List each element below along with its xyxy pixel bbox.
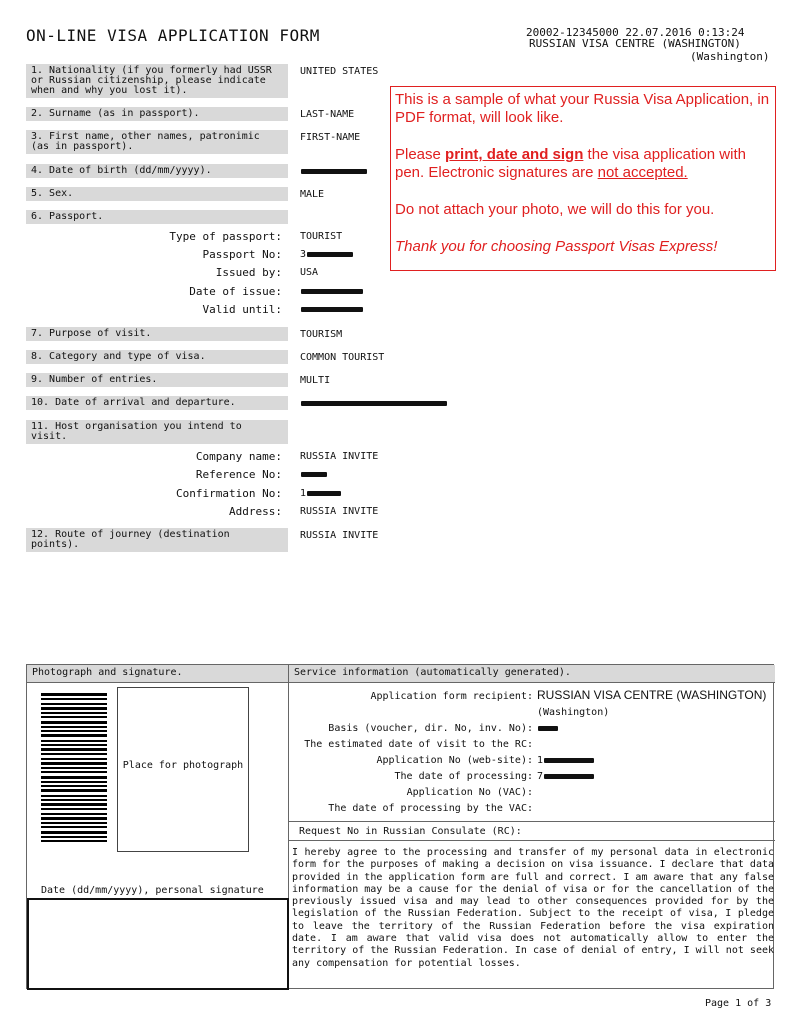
barcode-bar	[41, 789, 107, 792]
application-no-prefix: 1	[537, 755, 544, 766]
basis-value-redacted	[537, 723, 558, 734]
passport-type-label: Type of passport:	[169, 230, 282, 243]
host-confirmation-label: Confirmation No:	[176, 487, 282, 500]
host-company-value: RUSSIA INVITE	[300, 451, 379, 462]
declaration-text: I hereby agree to the processing and transfer of my personal data in electronic form for the purposes of making a decision on visa issuance. I declare that data provided in the application form are full and correct. I am aware that any false information may be a cause for the denial of visa or for the cancellation of the previously issued visa and may lead to other consequences provided for by the legislation of the Russian Federation. Subject to the receipt of visa, I pledge to leave the territory of the Russian Federation before the visa expiration date. I am aware that valid visa does not automatically allow to enter the territory of the Russian Federation. In case of denial of entry, I will not seek any compensation for potential losses.	[292, 847, 774, 969]
passport-issued-label: Issued by:	[215, 266, 282, 279]
barcode-bar	[41, 781, 107, 783]
barcode-bar	[41, 799, 107, 801]
q1-label: 1. Nationality (if you formerly had USSR or Russian citizenship, please indicate when and why you lost it).	[26, 64, 288, 98]
passport-valid-label: Valid until:	[202, 303, 282, 316]
barcode-bar	[41, 836, 107, 838]
rc-request-label: Request No in Russian Consulate (RC):	[299, 826, 522, 837]
q7-label: 7. Purpose of visit.	[26, 327, 288, 341]
vac-processing-date-label: The date of processing by the VAC:	[328, 803, 533, 814]
q3-answer: FIRST-NAME	[300, 132, 361, 143]
passport-date-issue-redacted	[300, 286, 363, 297]
barcode-bar	[41, 822, 107, 824]
host-reference-label: Reference No:	[195, 468, 282, 481]
application-no-label: Application No (web-site):	[376, 755, 533, 766]
passport-no-label: Passport No:	[202, 248, 282, 261]
barcode-bar	[41, 703, 107, 705]
q9-answer: MULTI	[300, 375, 331, 386]
notice-line-1: This is a sample of what your Russia Visa Application, in PDF format, will look like.	[395, 91, 770, 126]
barcode-bar	[41, 767, 107, 769]
notice-line-4: Thank you for choosing Passport Visas Express!	[395, 238, 718, 255]
q2-answer: LAST-NAME	[300, 109, 355, 120]
barcode	[41, 693, 107, 843]
passport-no-value	[300, 249, 353, 260]
q4-label: 4. Date of birth (dd/mm/yyyy).	[26, 164, 288, 178]
host-address-value: RUSSIA INVITE	[300, 506, 379, 517]
q1-answer: UNITED STATES	[300, 66, 379, 77]
service-info-header: Service information (automatically generated).	[289, 665, 775, 683]
passport-no-prefix: 3	[300, 249, 307, 260]
notice-line-2-mid: the visa application with pen. Electronic signatures are	[395, 146, 746, 181]
q7-answer: TOURISM	[300, 329, 343, 340]
q10-answer-redacted	[300, 398, 447, 409]
barcode-bar	[41, 776, 107, 779]
barcode-bar	[41, 740, 107, 742]
processing-date-label: The date of processing:	[394, 771, 533, 782]
barcode-bar	[41, 808, 107, 810]
sample-notice-box	[390, 86, 776, 271]
signature-box[interactable]	[27, 898, 289, 990]
q8-answer: COMMON TOURIST	[300, 352, 385, 363]
q3-label: 3. First name, other names, patronimic (as in passport).	[26, 130, 288, 154]
processing-date-value	[537, 771, 594, 782]
q12-label: 12. Route of journey (destination points).	[26, 528, 288, 552]
photo-signature-header: Photograph and signature.	[27, 665, 289, 683]
basis-label: Basis (voucher, dir. No, inv. No):	[328, 723, 533, 734]
barcode-bar	[41, 771, 107, 773]
q10-label: 10. Date of arrival and departure.	[26, 396, 288, 410]
barcode-bar	[41, 840, 107, 842]
barcode-bar	[41, 826, 107, 828]
processing-date-prefix: 7	[537, 771, 544, 782]
notice-line-3: Do not attach your photo, we will do this for you.	[395, 201, 715, 218]
passport-date-issue-label: Date of issue:	[189, 285, 282, 298]
host-address-label: Address:	[229, 505, 282, 518]
barcode-bar	[41, 762, 107, 765]
barcode-bar	[41, 734, 107, 737]
notice-line-2-end: accepted.	[618, 164, 688, 181]
barcode-bar	[41, 707, 107, 710]
rc-request-row	[289, 821, 775, 841]
q6-label: 6. Passport.	[26, 210, 288, 224]
form-title: ON-LINE VISA APPLICATION FORM	[26, 26, 320, 45]
barcode-bar	[41, 698, 107, 700]
notice-line-2-pre: Please	[395, 146, 446, 163]
recipient-label: Application form recipient:	[370, 691, 533, 702]
page-number: Page 1 of 3	[705, 998, 772, 1009]
barcode-bar	[41, 813, 107, 815]
recipient-city: (Washington)	[537, 707, 610, 718]
host-reference-redacted	[300, 469, 327, 480]
q12-answer: RUSSIA INVITE	[300, 530, 379, 541]
q2-label: 2. Surname (as in passport).	[26, 107, 288, 121]
date-signature-label: Date (dd/mm/yyyy), personal signature	[41, 885, 264, 896]
barcode-bar	[41, 831, 107, 834]
passport-valid-redacted	[300, 304, 363, 315]
barcode-bar	[41, 817, 107, 820]
q5-label: 5. Sex.	[26, 187, 288, 201]
barcode-bar	[41, 712, 107, 714]
photo-placeholder-box	[117, 687, 249, 852]
vac-application-no-label: Application No (VAC):	[406, 787, 533, 798]
estimated-date-label: The estimated date of visit to the RC:	[304, 739, 533, 750]
barcode-bar	[41, 785, 107, 787]
notice-line-2-not: not	[597, 164, 619, 181]
passport-issued-value: USA	[300, 267, 319, 278]
visa-centre-name: RUSSIAN VISA CENTRE (WASHINGTON)	[529, 37, 741, 50]
barcode-bar	[41, 795, 107, 797]
q8-label: 8. Category and type of visa.	[26, 350, 288, 364]
barcode-bar	[41, 693, 107, 696]
host-confirmation-value	[300, 488, 341, 499]
photo-placeholder-text: Place for photograph	[122, 760, 244, 771]
notice-line-2	[395, 146, 771, 182]
q5-answer: MALE	[300, 189, 325, 200]
application-no-value	[537, 755, 594, 766]
notice-line-2-bold: print, date and sign	[445, 146, 584, 163]
barcode-bar	[41, 758, 107, 760]
service-section	[26, 664, 774, 989]
barcode-bar	[41, 753, 107, 755]
barcode-bar	[41, 803, 107, 806]
recipient-value: RUSSIAN VISA CENTRE (WASHINGTON)	[537, 688, 767, 702]
host-company-label: Company name:	[195, 450, 282, 463]
barcode-bar	[41, 716, 107, 718]
q11-label: 11. Host organisation you intend to visit.	[26, 420, 288, 444]
barcode-bar	[41, 748, 107, 751]
q9-label: 9. Number of entries.	[26, 373, 288, 387]
q4-answer-redacted	[300, 166, 367, 177]
barcode-bar	[41, 744, 107, 746]
host-confirmation-prefix: 1	[300, 488, 307, 499]
barcode-bar	[41, 726, 107, 728]
passport-type-value: TOURIST	[300, 231, 343, 242]
barcode-bar	[41, 730, 107, 732]
barcode-bar	[41, 721, 107, 724]
visa-centre-city: (Washington)	[690, 50, 770, 63]
application-id-timestamp: 20002-12345000 22.07.2016 0:13:24	[526, 26, 745, 39]
